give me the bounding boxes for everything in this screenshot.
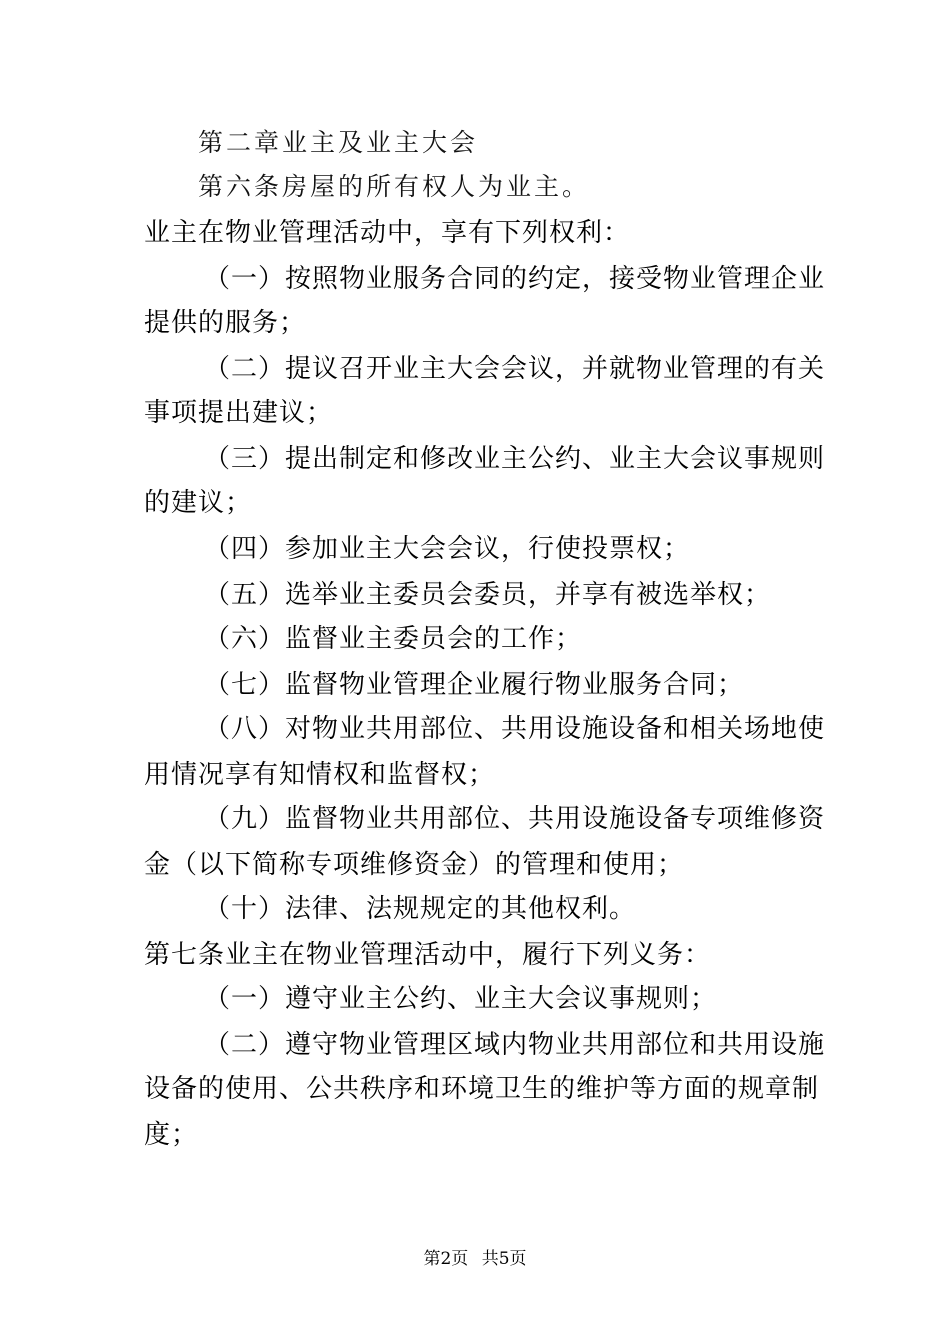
right-item-1-cont: 提供的服务； (144, 308, 307, 338)
right-item-3: （三）提出制定和修改业主公约、业主大会议事规则 (204, 444, 826, 474)
right-item-9: （九）监督物业共用部位、共用设施设备专项维修资 (204, 804, 826, 834)
right-item-3-cont: 的建议； (144, 488, 253, 518)
right-item-7: （七）监督物业管理企业履行物业服务合同； (204, 670, 745, 700)
right-item-2-cont: 事项提出建议； (144, 398, 334, 428)
right-item-10: （十）法律、法规规定的其他权利。 (204, 894, 637, 924)
duty-item-2: （二）遵守物业管理区域内物业共用部位和共用设施 (204, 1030, 826, 1060)
right-item-2: （二）提议召开业主大会会议，并就物业管理的有关 (204, 354, 826, 384)
right-item-8: （八）对物业共用部位、共用设施设备和相关场地使 (204, 714, 826, 744)
right-item-5: （五）选举业主委员会委员，并享有被选举权； (204, 580, 772, 610)
page-number: 第2页 (423, 1249, 469, 1269)
article-seven-heading: 第七条业主在物业管理活动中，履行下列义务： (144, 940, 712, 970)
right-item-8-cont: 用情况享有知情权和监督权； (144, 760, 496, 790)
right-item-4: （四）参加业主大会会议，行使投票权； (204, 534, 691, 564)
duty-item-1: （一）遵守业主公约、业主大会议事规则； (204, 984, 718, 1014)
right-item-6: （六）监督业主委员会的工作； (204, 624, 583, 654)
page-footer (0, 1244, 950, 1269)
page-total: 共5页 (481, 1249, 527, 1269)
duty-item-2-cont: 设备的使用、公共秩序和环境卫生的维护等方面的规章制 (144, 1074, 820, 1104)
chapter-heading: 第二章业主及业主大会 (198, 128, 479, 157)
article-six-text: 第六条房屋的所有权人为业主。 (198, 172, 591, 201)
right-item-1: （一）按照物业服务合同的约定，接受物业管理企业 (204, 264, 826, 294)
duty-item-2-end: 度； (144, 1120, 199, 1150)
right-item-9-cont: 金（以下简称专项维修资金）的管理和使用； (144, 850, 685, 880)
rights-intro: 业主在物业管理活动中，享有下列权利： (144, 218, 631, 248)
